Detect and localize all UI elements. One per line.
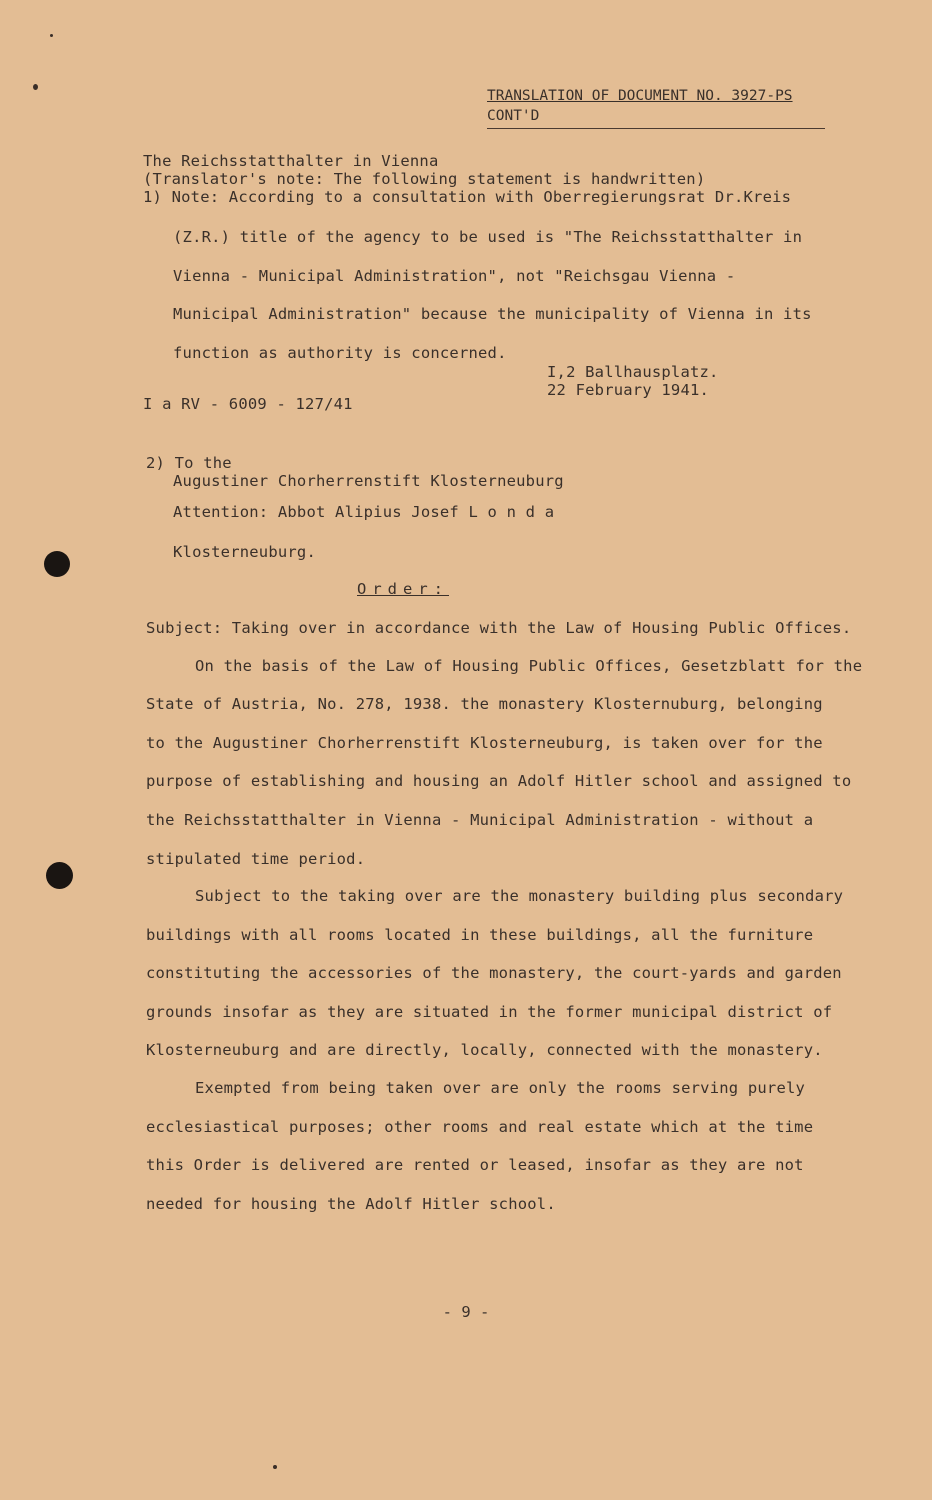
note-line: (Z.R.) title of the agency to be used is "The Reichsstatthalter in — [173, 228, 803, 246]
speck — [273, 1465, 277, 1469]
subject-line: Subject: Taking over in accordance with the Law of Housing Public Offices. — [146, 619, 852, 637]
note-line: Municipal Administration" because the municipality of Vienna in its — [173, 305, 812, 323]
body-line: Subject to the taking over are the monastery building plus secondary — [195, 887, 844, 905]
page-number: - 9 - — [442, 1303, 490, 1321]
speck — [50, 34, 53, 37]
speck — [33, 84, 38, 90]
punch-hole-top — [44, 551, 70, 577]
body-line: needed for housing the Adolf Hitler school. — [146, 1195, 556, 1213]
body-line: grounds insofar as they are situated in the former municipal district of — [146, 1003, 833, 1021]
address-place: I,2 Ballhausplatz. — [547, 363, 719, 381]
body-line: State of Austria, No. 278, 1938. the monastery Klosternuburg, belonging — [146, 695, 823, 713]
document-number: TRANSLATION OF DOCUMENT NO. 3927-PS — [487, 88, 793, 104]
note-line: Vienna - Municipal Administration", not "Reichsgau Vienna - — [173, 267, 736, 285]
recipient-attention: Attention: Abbot Alipius Josef L o n d a — [173, 503, 555, 521]
body-line: the Reichsstatthalter in Vienna - Municipal Administration - without a — [146, 811, 814, 829]
order-title: Order: — [357, 580, 449, 598]
body-line: Exempted from being taken over are only the rooms serving purely — [195, 1079, 806, 1097]
body-line: buildings with all rooms located in these buildings, all the furniture — [146, 926, 814, 944]
sender: The Reichsstatthalter in Vienna — [143, 152, 439, 170]
body-line: stipulated time period. — [146, 850, 366, 868]
body-line: Klosterneuburg and are directly, locally, connected with the monastery. — [146, 1041, 823, 1059]
address-date: 22 February 1941. — [547, 381, 710, 399]
body-line: to the Augustiner Chorherrenstift Klosterneuburg, is taken over for the — [146, 734, 823, 752]
translation-header — [487, 86, 825, 129]
recipient-city: Klosterneuburg. — [173, 543, 316, 561]
body-line: constituting the accessories of the monastery, the court-yards and garden — [146, 964, 842, 982]
body-line: ecclesiastical purposes; other rooms and real estate which at the time — [146, 1118, 814, 1136]
reference-number: I a RV - 6009 - 127/41 — [143, 395, 353, 413]
punch-hole-bottom — [46, 862, 73, 889]
translator-note: (Translator's note: The following statement is handwritten) — [143, 170, 706, 188]
body-line: On the basis of the Law of Housing Public Offices, Gesetzblatt for the — [195, 657, 863, 675]
note-line: 1) Note: According to a consultation with Oberregierungsrat Dr.Kreis — [143, 188, 792, 206]
body-line: this Order is delivered are rented or leased, insofar as they are not — [146, 1156, 804, 1174]
recipient-name: Augustiner Chorherrenstift Klosterneuburg — [173, 472, 564, 490]
body-line: purpose of establishing and housing an Adolf Hitler school and assigned to — [146, 772, 852, 790]
note-line: function as authority is concerned. — [173, 344, 507, 362]
recipient-to: 2) To the — [146, 454, 232, 472]
continued-label: CONT'D — [487, 108, 540, 124]
